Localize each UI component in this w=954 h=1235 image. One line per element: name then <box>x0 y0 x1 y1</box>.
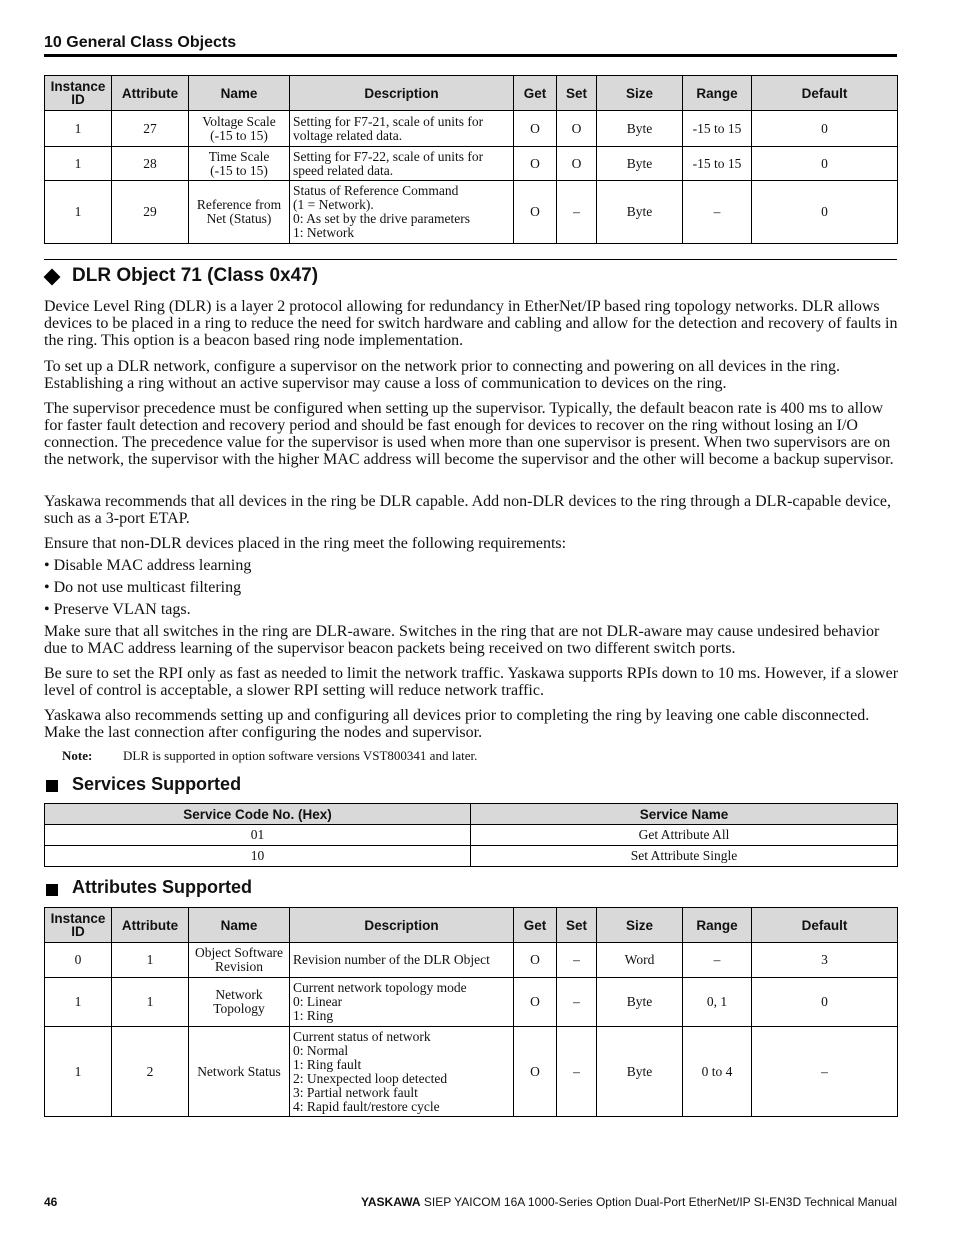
table-cell: 0 <box>45 943 112 978</box>
table-cell: O <box>514 111 557 147</box>
table-cell: 0 <box>752 181 898 244</box>
table-cell: Reference from Net (Status) <box>189 181 290 244</box>
column-header: Name <box>189 76 290 111</box>
table-cell: 0 <box>752 978 898 1027</box>
table-cell: – <box>683 181 752 244</box>
list-item: • Preserve VLAN tags. <box>44 601 191 618</box>
table-row <box>45 111 898 147</box>
table-cell: Network Status <box>189 1027 290 1117</box>
table-cell: O <box>514 1027 557 1117</box>
table-cell: – <box>752 1027 898 1117</box>
table-cell: 3 <box>752 943 898 978</box>
square-bullet-icon <box>46 779 58 797</box>
manual-title-text: SIEP YAICOM 16A 1000-Series Option Dual-Port EtherNet/IP SI-EN3D Technical Manual <box>420 1195 897 1209</box>
table-header-row <box>45 908 898 943</box>
table-row <box>45 147 898 181</box>
table-cell: Current status of network 0: Normal 1: Ring fault 2: Unexpected loop detected 3: Partial network fault 4: Rapid fault/restore cycle <box>290 1027 514 1117</box>
table-cell: 1 <box>45 978 112 1027</box>
paragraph: Device Level Ring (DLR) is a layer 2 protocol allowing for redundancy in EtherNet/IP based ring topology networks. DLR allows devices to be placed in a ring to reduce the need for switch hardware and cabling and allow for the detection and recovery of faults in the ring. This option is a beacon based ring node implementation. <box>44 298 898 349</box>
table-row <box>45 181 898 244</box>
table-cell: Byte <box>597 1027 683 1117</box>
column-header: Default <box>752 908 898 943</box>
page-number: 46 <box>44 1195 58 1209</box>
class-attributes-table <box>44 75 898 244</box>
table-cell: – <box>557 978 597 1027</box>
table-row <box>45 1027 898 1117</box>
table-cell: 01 <box>45 825 471 846</box>
column-header: Service Name <box>471 804 898 825</box>
section-header: 10 General Class Objects <box>44 34 237 51</box>
column-header: Set <box>557 76 597 111</box>
table-cell: Setting for F7-21, scale of units for voltage related data. <box>290 111 514 147</box>
dlr-heading: DLR Object 71 (Class 0x47) <box>72 265 319 286</box>
table-cell: O <box>514 181 557 244</box>
table-cell: 27 <box>112 111 189 147</box>
table-cell: – <box>557 181 597 244</box>
diamond-icon <box>46 270 58 288</box>
table-cell: Word <box>597 943 683 978</box>
column-header: Description <box>290 908 514 943</box>
table-cell: Time Scale (-15 to 15) <box>189 147 290 181</box>
table-cell: Byte <box>597 111 683 147</box>
table-cell: O <box>514 147 557 181</box>
table-cell: 28 <box>112 147 189 181</box>
section-divider <box>44 259 897 260</box>
table-header-row <box>45 804 898 825</box>
column-header: Range <box>683 76 752 111</box>
column-header: Size <box>597 76 683 111</box>
column-header: Instance ID <box>45 908 112 943</box>
table-cell: Revision number of the DLR Object <box>290 943 514 978</box>
table-row <box>45 825 898 846</box>
table-cell: Object Software Revision <box>189 943 290 978</box>
column-header: Size <box>597 908 683 943</box>
column-header: Get <box>514 908 557 943</box>
table-cell: – <box>557 1027 597 1117</box>
paragraph: The supervisor precedence must be configured when setting up the supervisor. Typically, the default beacon rate is 400 ms to allow for faster fault detection and recovery period and should be fast enough for devices to recover on the ring without losing an I/O connection. The precedence value for the supervisor is used when more than one supervisor is present. When two supervisors are on the network, the supervisor with the higher MAC address will become the supervisor and the other will become a backup supervisor. <box>44 400 894 468</box>
table-cell: 1 <box>45 147 112 181</box>
table-cell: 10 <box>45 846 471 867</box>
table-cell: 1 <box>112 943 189 978</box>
paragraph: Make sure that all switches in the ring are DLR-aware. Switches in the ring that are not DLR-aware may cause undesired behavior due to MAC address learning of the supervisor beacon packets being received on two different switch ports. <box>44 623 880 657</box>
table-cell: 1 <box>45 181 112 244</box>
table-header-row <box>45 76 898 111</box>
table-cell: Status of Reference Command (1 = Network). 0: As set by the drive parameters 1: Network <box>290 181 514 244</box>
table-row <box>45 846 898 867</box>
brand: YASKAWA <box>360 1195 421 1209</box>
table-row <box>45 978 898 1027</box>
table-cell: O <box>514 943 557 978</box>
column-header: Description <box>290 76 514 111</box>
paragraph: Be sure to set the RPI only as fast as needed to limit the network traffic. Yaskawa supports RPIs down to 10 ms. However, if a slower level of control is acceptable, a slower RPI setting will reduce network traffic. <box>44 665 899 699</box>
table-cell: Byte <box>597 978 683 1027</box>
services-table <box>44 803 898 867</box>
table-cell: 0 <box>752 147 898 181</box>
list-item: • Disable MAC address learning <box>44 557 252 574</box>
square-bullet-icon <box>46 883 58 901</box>
paragraph: Yaskawa recommends that all devices in the ring be DLR capable. Add non-DLR devices to the ring through a DLR-capable device, such as a 3-port ETAP. <box>44 493 892 527</box>
table-cell: 1 <box>45 1027 112 1117</box>
table-cell: Byte <box>597 181 683 244</box>
table-cell: Set Attribute Single <box>471 846 898 867</box>
column-header: Get <box>514 76 557 111</box>
attributes-heading: Attributes Supported <box>72 877 252 897</box>
table-cell: – <box>557 943 597 978</box>
paragraph: Yaskawa also recommends setting up and configuring all devices prior to completing the ring by leaving one cable disconnected. Make the last connection after configuring the nodes and supervisor. <box>44 707 870 741</box>
paragraph: To set up a DLR network, configure a supervisor on the network prior to connecting and powering on all devices in the ring. Establishing a ring without an active supervisor may cause a loss of communication to devices on the ring. <box>44 358 841 392</box>
column-header: Name <box>189 908 290 943</box>
table-cell: O <box>514 978 557 1027</box>
table-cell: Voltage Scale (-15 to 15) <box>189 111 290 147</box>
table-cell: -15 to 15 <box>683 111 752 147</box>
manual-title <box>361 1195 897 1209</box>
table-cell: -15 to 15 <box>683 147 752 181</box>
paragraph: Ensure that non-DLR devices placed in the ring meet the following requirements: <box>44 535 567 552</box>
table-cell: O <box>557 111 597 147</box>
column-header: Attribute <box>112 76 189 111</box>
column-header: Default <box>752 76 898 111</box>
column-header: Set <box>557 908 597 943</box>
table-cell: 2 <box>112 1027 189 1117</box>
table-cell: 0, 1 <box>683 978 752 1027</box>
table-cell: Setting for F7-22, scale of units for speed related data. <box>290 147 514 181</box>
column-header: Attribute <box>112 908 189 943</box>
column-header: Instance ID <box>45 76 112 111</box>
table-cell: 0 to 4 <box>683 1027 752 1117</box>
table-cell: – <box>683 943 752 978</box>
attributes-table <box>44 907 898 1117</box>
list-item: • Do not use multicast filtering <box>44 579 242 596</box>
services-heading: Services Supported <box>72 774 242 794</box>
table-cell: Current network topology mode 0: Linear 1: Ring <box>290 978 514 1027</box>
table-cell: Get Attribute All <box>471 825 898 846</box>
table-cell: Network Topology <box>189 978 290 1027</box>
table-cell: 0 <box>752 111 898 147</box>
column-header: Range <box>683 908 752 943</box>
table-cell: 29 <box>112 181 189 244</box>
table-cell: O <box>557 147 597 181</box>
table-cell: 1 <box>112 978 189 1027</box>
header-rule <box>44 54 897 57</box>
note-text: DLR is supported in option software versions VST800341 and later. <box>123 748 478 763</box>
table-row <box>45 943 898 978</box>
table-cell: 1 <box>45 111 112 147</box>
column-header: Service Code No. (Hex) <box>45 804 471 825</box>
table-cell: Byte <box>597 147 683 181</box>
note-label: Note: <box>62 748 93 763</box>
